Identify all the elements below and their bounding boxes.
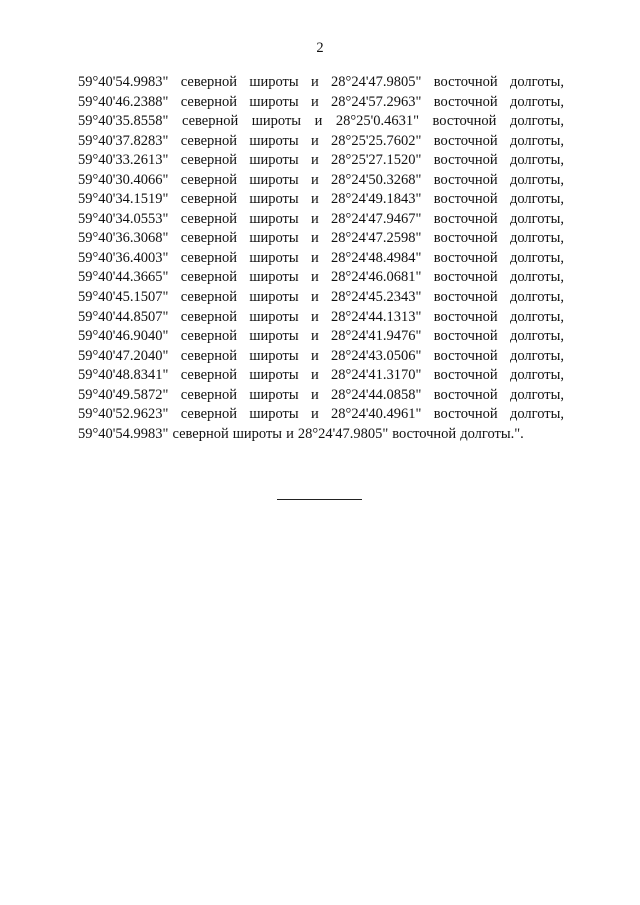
coordinate-line — [78, 171, 564, 191]
coordinate-word: 59°40'37.8283" — [78, 132, 169, 149]
coordinate-word: широты — [249, 269, 299, 286]
coordinate-word: 59°40'47.2040" — [78, 347, 169, 364]
coordinate-word: северной — [180, 269, 238, 286]
coordinate-word: северной — [180, 406, 238, 423]
coordinate-word: восточной — [433, 249, 498, 266]
coordinate-line — [78, 425, 564, 445]
coordinate-word: широты — [249, 406, 299, 423]
coordinate-word: 28°24'48.4984" — [331, 249, 422, 266]
coordinate-word: северной — [180, 289, 238, 306]
coordinate-word: широты — [249, 386, 299, 403]
coordinate-word: северной — [172, 425, 229, 442]
coordinate-word: восточной — [433, 308, 498, 325]
coordinate-word: долготы, — [509, 230, 564, 247]
page-number: 2 — [316, 40, 324, 56]
coordinate-line — [78, 366, 564, 386]
coordinate-line — [78, 93, 564, 113]
coordinate-word: восточной — [433, 171, 498, 188]
coordinate-word: долготы, — [509, 347, 564, 364]
coordinate-line — [78, 190, 564, 210]
coordinate-word: восточной — [433, 93, 498, 110]
coordinate-word: 59°40'36.3068" — [78, 230, 169, 247]
coordinate-word: широты — [249, 308, 299, 325]
coordinate-word: 28°24'49.1843" — [331, 191, 422, 208]
coordinate-word: 59°40'46.9040" — [78, 328, 169, 345]
coordinate-word: 59°40'48.8341" — [78, 367, 169, 384]
coordinate-word: 59°40'49.5872" — [78, 386, 169, 403]
coordinate-word: северной — [180, 132, 238, 149]
coordinate-line — [78, 405, 564, 425]
coordinate-word: 59°40'44.3665" — [78, 269, 169, 286]
coordinate-word: северной — [180, 367, 238, 384]
coordinate-word: восточной — [433, 210, 498, 227]
coordinate-word: северной — [180, 230, 238, 247]
coordinate-word: 28°25'27.1520" — [331, 152, 422, 169]
coordinate-word: широты — [249, 171, 299, 188]
coordinate-word: широты — [249, 289, 299, 306]
coordinate-line — [78, 229, 564, 249]
coordinate-word: долготы, — [509, 93, 564, 110]
coordinate-word: 59°40'44.8507" — [78, 308, 169, 325]
coordinate-word: восточной — [433, 367, 498, 384]
coordinate-word: широты — [249, 191, 299, 208]
coordinate-line — [78, 73, 564, 93]
coordinate-word: долготы, — [509, 74, 564, 90]
coordinate-word: и — [310, 269, 319, 286]
coordinate-word: 59°40'34.0553" — [78, 210, 169, 227]
coordinate-line — [78, 132, 564, 152]
coordinate-word: и — [310, 210, 319, 227]
coordinate-word: северной — [180, 386, 238, 403]
coordinate-word: северной — [180, 328, 238, 345]
coordinate-word: северной — [180, 74, 238, 90]
coordinate-word: широты — [249, 347, 299, 364]
coordinate-word: долготы, — [509, 289, 564, 306]
coordinate-word: восточной — [433, 328, 498, 345]
coordinate-word: 59°40'46.2388" — [78, 93, 169, 110]
coordinate-word: долготы, — [509, 308, 564, 325]
coordinate-line — [78, 327, 564, 347]
coordinate-word: северной — [180, 171, 238, 188]
coordinate-word: и — [310, 74, 319, 90]
coordinate-word: северной — [180, 347, 238, 364]
coordinate-word: 28°24'45.2343" — [331, 289, 422, 306]
coordinate-word: северной — [180, 93, 238, 110]
coordinate-line — [78, 386, 564, 406]
coordinate-word: долготы, — [509, 132, 564, 149]
coordinate-word: 28°24'41.3170" — [331, 367, 422, 384]
coordinate-word: восточной — [433, 289, 498, 306]
coordinate-word: долготы, — [509, 249, 564, 266]
coordinate-word: северной — [180, 152, 238, 169]
coordinate-word: восточной — [433, 152, 498, 169]
coordinate-word: долготы, — [509, 171, 564, 188]
coordinate-line — [78, 151, 564, 171]
coordinate-word: и — [310, 191, 319, 208]
coordinate-line — [78, 308, 564, 328]
coordinate-word: и — [310, 249, 319, 266]
coordinate-word: восточной — [433, 132, 498, 149]
coordinate-line — [78, 112, 564, 132]
coordinate-word: 28°25'25.7602" — [331, 132, 422, 149]
coordinate-word: 28°24'44.0858" — [331, 386, 422, 403]
coordinate-word: долготы, — [509, 210, 564, 227]
coordinate-word: 28°24'44.1313" — [331, 308, 422, 325]
coordinate-word: северной — [180, 249, 238, 266]
coordinate-word: широты — [251, 113, 302, 130]
coordinate-word: широты — [249, 93, 299, 110]
coordinate-word: широты — [249, 328, 299, 345]
coordinate-word: и — [310, 93, 319, 110]
coordinate-word: восточной — [433, 230, 498, 247]
coordinate-word: и — [310, 230, 319, 247]
coordinate-word: 28°24'57.2963" — [331, 93, 422, 110]
coordinate-word: и — [310, 152, 319, 169]
coordinate-word: восточной — [432, 113, 497, 130]
coordinate-word: долготы, — [509, 386, 564, 403]
coordinate-word: и — [310, 406, 319, 423]
coordinate-word: 28°24'47.2598" — [331, 230, 422, 247]
coordinate-word: 28°24'47.9805" — [297, 425, 389, 442]
coordinate-word: широты — [249, 152, 299, 169]
coordinate-word: долготы, — [509, 269, 564, 286]
coordinate-word: восточной — [433, 191, 498, 208]
coordinate-word: и — [310, 386, 319, 403]
coordinate-word: широты — [249, 230, 299, 247]
coordinate-word: 28°24'46.0681" — [331, 269, 422, 286]
coordinate-word: долготы.". — [460, 425, 524, 442]
coordinate-word: и — [310, 132, 319, 149]
coordinate-word: широты — [249, 132, 299, 149]
coordinate-line — [78, 288, 564, 308]
coordinate-word: и — [310, 308, 319, 325]
coordinate-word: северной — [181, 113, 239, 130]
coordinate-word: 28°24'47.9467" — [331, 210, 422, 227]
coordinate-word: 59°40'54.9983" — [78, 425, 169, 442]
coordinate-word: 59°40'33.2613" — [78, 152, 169, 169]
coordinate-word: и — [314, 113, 323, 130]
coordinate-line — [78, 249, 564, 269]
coordinate-word: 59°40'54.9983" — [78, 74, 169, 90]
coordinate-word: 28°24'40.4961" — [331, 406, 422, 423]
coordinate-word: восточной — [433, 406, 498, 423]
coordinate-word: восточной — [433, 347, 498, 364]
coordinate-word: долготы, — [509, 113, 564, 130]
coordinate-word: и — [310, 171, 319, 188]
coordinate-word: и — [310, 367, 319, 384]
closing-rule — [277, 499, 362, 500]
coordinate-line — [78, 347, 564, 367]
coordinate-word: северной — [180, 191, 238, 208]
coordinate-word: долготы, — [509, 367, 564, 384]
coordinate-word: восточной — [433, 386, 498, 403]
coordinate-line — [78, 268, 564, 288]
coordinate-word: долготы, — [509, 406, 564, 423]
coordinate-word: 28°24'43.0506" — [331, 347, 422, 364]
coordinate-word: и — [310, 347, 319, 364]
coordinate-word: и — [310, 328, 319, 345]
coordinate-line — [78, 210, 564, 230]
coordinate-word: долготы, — [509, 191, 564, 208]
coordinate-list — [78, 73, 564, 444]
coordinate-word: восточной — [433, 269, 498, 286]
coordinate-word: 59°40'45.1507" — [78, 289, 169, 306]
coordinate-word: 59°40'52.9623" — [78, 406, 169, 423]
coordinate-word: широты — [249, 210, 299, 227]
coordinate-word: и — [310, 289, 319, 306]
coordinate-word: северной — [180, 308, 238, 325]
coordinate-word: восточной — [392, 425, 457, 442]
coordinate-word: широты — [249, 367, 299, 384]
coordinate-word: северной — [180, 210, 238, 227]
coordinate-word: 59°40'36.4003" — [78, 249, 169, 266]
coordinate-word: широты — [249, 74, 299, 90]
coordinate-word: и — [286, 425, 294, 442]
coordinate-word: долготы, — [509, 328, 564, 345]
coordinate-word: широты — [232, 425, 283, 442]
coordinate-word: долготы, — [509, 152, 564, 169]
coordinate-word: 59°40'35.8558" — [78, 113, 169, 130]
coordinate-word: 28°24'47.9805" — [331, 74, 422, 90]
coordinate-word: 28°24'50.3268" — [331, 171, 422, 188]
coordinate-word: 28°25'0.4631" — [335, 113, 420, 130]
coordinate-word: восточной — [433, 74, 498, 90]
coordinate-word: 28°24'41.9476" — [331, 328, 422, 345]
coordinate-word: 59°40'30.4066" — [78, 171, 169, 188]
coordinate-word: широты — [249, 249, 299, 266]
coordinate-word: 59°40'34.1519" — [78, 191, 169, 208]
